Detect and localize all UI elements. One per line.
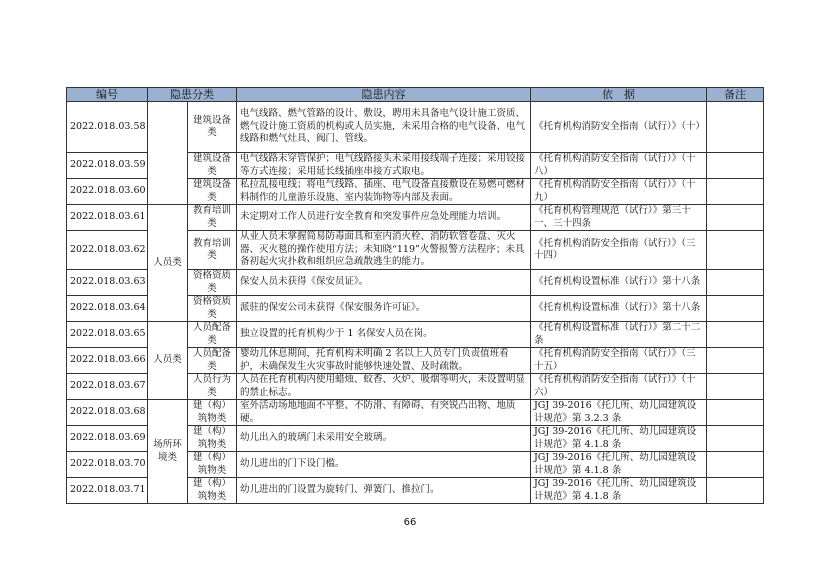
hazard-content-cell: 保安人员未获得《保安员证》。 [237, 270, 531, 296]
subcategory-cell: 建（构）筑物类 [188, 426, 237, 452]
row-number: 2022.018.03.59 [67, 153, 148, 179]
remarks-cell [707, 231, 764, 270]
subcategory-cell: 资格资质类 [188, 270, 237, 296]
remarks-cell [707, 478, 764, 504]
row-number: 2022.018.03.71 [67, 478, 148, 504]
hazard-content-cell: 从业人员未掌握简易防毒面具和室内消火栓、消防软管卷盘、灭火器、灭火毯的操作使用方法；未知晓“119”火警报警方法程序；未具备初起火灾扑救和组织应急疏散逃生的能力。 [237, 231, 531, 270]
table-row [67, 205, 764, 231]
table-row [67, 400, 764, 426]
basis-cell: 《托育机构管理规范（试行）》第三十一、三十四条 [531, 205, 707, 231]
row-number: 2022.018.03.70 [67, 452, 148, 478]
page-number: 66 [403, 517, 417, 528]
basis-cell: JGJ 39-2016《托儿所、幼儿园建筑设计规范》第 4.1.8 条 [531, 426, 707, 452]
hazard-content-cell: 人员在托育机构内使用蜡烛、蚊香、火炉、吸烟等明火，未设置明显的禁止标志。 [237, 374, 531, 400]
subcategory-cell: 建（构）筑物类 [188, 400, 237, 426]
basis-cell: 《托育机构设置标准（试行）》第十八条 [531, 270, 707, 296]
hazard-content-cell: 幼儿进出的门设置为旋转门、弹簧门、推拉门。 [237, 478, 531, 504]
row-number: 2022.018.03.67 [67, 374, 148, 400]
basis-cell: JGJ 39-2016《托儿所、幼儿园建筑设计规范》第 3.2.3 条 [531, 400, 707, 426]
row-number: 2022.018.03.61 [67, 205, 148, 231]
subcategory-cell: 教育培训类 [188, 231, 237, 270]
basis-cell: 《托育机构消防安全指南（试行）》（三十五） [531, 348, 707, 374]
subcategory-cell: 建（构）筑物类 [188, 452, 237, 478]
subcategory-cell: 资格资质类 [188, 296, 237, 322]
basis-cell: 《托育机构消防安全指南（试行）》（十六） [531, 374, 707, 400]
header-number: 编号 [67, 88, 148, 102]
hazard-content-cell: 幼儿出入的玻璃门未采用安全玻璃。 [237, 426, 531, 452]
remarks-cell [707, 270, 764, 296]
header-basis: 依 据 [531, 88, 707, 102]
hazard-content-cell: 幼儿进出的门下设门槛。 [237, 452, 531, 478]
table-header-row [67, 88, 764, 102]
subcategory-cell: 建筑设备类 [188, 102, 237, 153]
basis-cell: JGJ 39-2016《托儿所、幼儿园建筑设计规范》第 4.1.8 条 [531, 452, 707, 478]
header-remarks: 备注 [707, 88, 764, 102]
hazard-content-cell: 独立设置的托育机构少于 1 名保安人员在岗。 [237, 322, 531, 348]
remarks-cell [707, 296, 764, 322]
remarks-cell [707, 205, 764, 231]
subcategory-cell: 人员配备类 [188, 348, 237, 374]
basis-cell: 《托育机构消防安全指南（试行）》（十） [531, 102, 707, 153]
subcategory-cell: 人员配备类 [188, 322, 237, 348]
row-number: 2022.018.03.63 [67, 270, 148, 296]
category-cell: 人员类 [148, 205, 188, 322]
hazard-content-cell: 电气线路、燃气管路的设计、敷设，聘用未具备电气设计施工资质、燃气设计施工资质的机构或人员实施，未采用合格的电气设备、电气线路和燃气灶具、阀门、管线。 [237, 102, 531, 153]
row-number: 2022.018.03.62 [67, 231, 148, 270]
remarks-cell [707, 153, 764, 179]
remarks-cell [707, 400, 764, 426]
basis-cell: 《托育机构设置标准（试行）》第十八条 [531, 296, 707, 322]
hazard-content-cell: 未定期对工作人员进行安全教育和突发事件应急处理能力培训。 [237, 205, 531, 231]
remarks-cell [707, 348, 764, 374]
remarks-cell [707, 452, 764, 478]
row-number: 2022.018.03.60 [67, 179, 148, 205]
basis-cell: JGJ 39-2016《托儿所、幼儿园建筑设计规范》第 4.1.8 条 [531, 478, 707, 504]
remarks-cell [707, 102, 764, 153]
remarks-cell [707, 322, 764, 348]
basis-cell: 《托育机构消防安全指南（试行）》（十九） [531, 179, 707, 205]
hazard-content-cell: 婴幼儿休息期间，托育机构未明确 2 名以上人员专门负责值班看护，未确保发生火灾事故时能够快速处置、及时疏散。 [237, 348, 531, 374]
hazard-content-cell: 私拉乱接电线；将电气线路、插座、电气设备直接敷设在易燃可燃材料制作的儿童游乐设施、室内装饰物等内部及表面。 [237, 179, 531, 205]
subcategory-cell: 人员行为类 [188, 374, 237, 400]
row-number: 2022.018.03.66 [67, 348, 148, 374]
hazard-table [66, 87, 764, 504]
table-row [67, 102, 764, 153]
remarks-cell [707, 374, 764, 400]
category-cell: 人员类 [148, 322, 188, 400]
remarks-cell [707, 179, 764, 205]
category-cell [148, 102, 188, 205]
remarks-cell [707, 426, 764, 452]
hazard-content-cell: 派驻的保安公司未获得《保安服务许可证》。 [237, 296, 531, 322]
row-number: 2022.018.03.58 [67, 102, 148, 153]
subcategory-cell: 建筑设备类 [188, 153, 237, 179]
header-category: 隐患分类 [148, 88, 237, 102]
row-number: 2022.018.03.69 [67, 426, 148, 452]
row-number: 2022.018.03.68 [67, 400, 148, 426]
hazard-content-cell: 室外活动场地地面不平整、不防滑、有障碍、有突锐凸出物、地质硬。 [237, 400, 531, 426]
category-cell: 场所环境类 [148, 400, 188, 504]
subcategory-cell: 建筑设备类 [188, 179, 237, 205]
row-number: 2022.018.03.65 [67, 322, 148, 348]
basis-cell: 《托育机构消防安全指南（试行）》（三十四） [531, 231, 707, 270]
row-number: 2022.018.03.64 [67, 296, 148, 322]
basis-cell: 《托育机构设置标准（试行）》第二十二条 [531, 322, 707, 348]
table-row [67, 322, 764, 348]
header-content: 隐患内容 [237, 88, 531, 102]
hazard-content-cell: 电气线路末穿管保护；电气线路接头未采用接线端子连接；采用铰接等方式连接；采用延长线插座串接方式取电。 [237, 153, 531, 179]
subcategory-cell: 建（构）筑物类 [188, 478, 237, 504]
subcategory-cell: 教育培训类 [188, 205, 237, 231]
basis-cell: 《托育机构消防安全指南（试行）》（十八） [531, 153, 707, 179]
